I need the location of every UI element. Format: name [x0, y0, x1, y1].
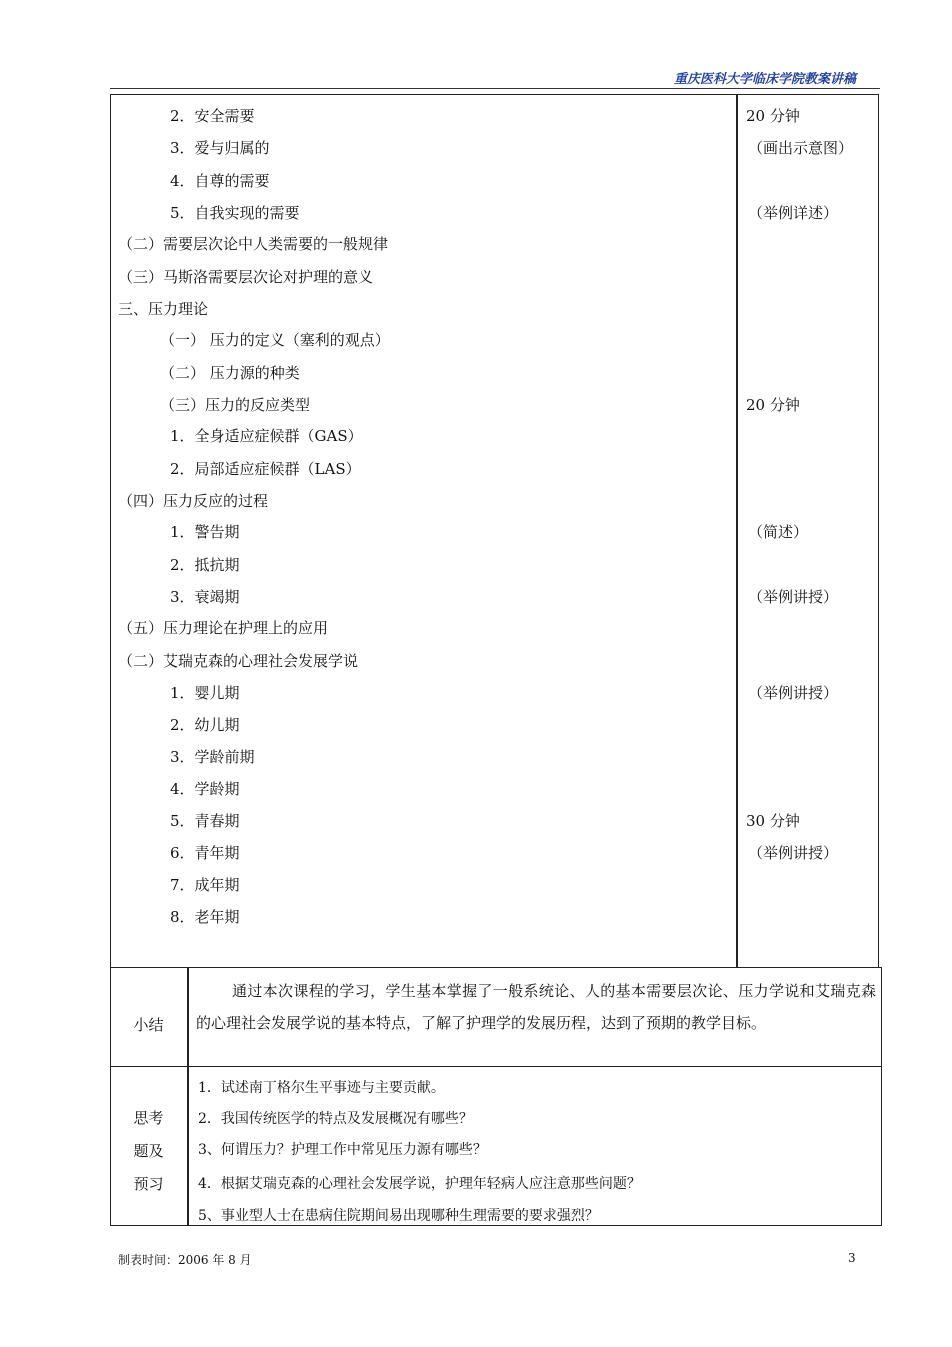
content-line: 1．警告期	[170, 523, 240, 541]
label-column-divider	[187, 967, 189, 1226]
questions-label-line: 题及	[133, 1142, 164, 1160]
time-note: 30 分钟	[746, 812, 800, 830]
header-rule	[110, 88, 880, 89]
summary-text: 通过本次课程的学习，学生基本掌握了一般系统论、人的基本需要层次论、压力学说和艾瑞克森的心理社会发展学说的基本特点，了解了护理学的发展历程，达到了预期的教学目标。	[196, 982, 876, 1032]
time-note: 20 分钟	[746, 107, 800, 125]
content-line: 1．婴儿期	[170, 684, 240, 702]
content-line: （四）压力反应的过程	[118, 492, 269, 510]
summary-label: 小结	[133, 1016, 164, 1034]
page-number: 3	[848, 1251, 856, 1265]
content-line: 3．学龄前期	[170, 748, 255, 766]
method-note: （画出示意图）	[748, 139, 854, 157]
content-line: 8．老年期	[170, 908, 240, 926]
content-line: （二）艾瑞克森的心理社会发展学说	[118, 652, 359, 670]
content-line: 4．自尊的需要	[170, 172, 270, 190]
question-item: 5、事业型人士在患病住院期间易出现哪种生理需要的要求强烈？	[198, 1208, 599, 1224]
content-line: 2．局部适应症候群（LAS）	[170, 460, 361, 478]
content-line: 5．青春期	[170, 812, 240, 830]
content-line: 3．衰竭期	[170, 588, 240, 606]
method-note: （举例讲授）	[748, 684, 839, 702]
content-line: （三）压力的反应类型	[160, 396, 311, 414]
question-item: 3、何谓压力？护理工作中常见压力源有哪些？	[198, 1142, 487, 1158]
content-line: （五）压力理论在护理上的应用	[118, 619, 329, 637]
content-line: 2．安全需要	[170, 107, 255, 125]
question-item: 4．根据艾瑞克森的心理社会发展学说，护理年轻病人应注意那些问题？	[198, 1176, 641, 1192]
content-line: 4．学龄期	[170, 780, 240, 798]
content-line: （一） 压力的定义（塞利的观点）	[160, 331, 390, 349]
questions-label-line: 思考	[133, 1109, 164, 1127]
time-note: 20 分钟	[746, 396, 800, 414]
column-divider	[736, 94, 738, 968]
document-header: 重庆医科大学临床学院教案讲稿	[673, 72, 856, 87]
content-line: 2．幼儿期	[170, 716, 240, 734]
content-line: 3．爱与归属的	[170, 139, 270, 157]
content-line: 2．抵抗期	[170, 556, 240, 574]
method-note: （简述）	[748, 523, 809, 541]
content-line: 6．青年期	[170, 844, 240, 862]
content-line: （二）需要层次论中人类需要的一般规律	[118, 235, 389, 253]
question-item: 1．试述南丁格尔生平事迹与主要贡献。	[198, 1080, 445, 1096]
method-note: （举例讲授）	[748, 588, 839, 606]
content-line: （三）马斯洛需要层次论对护理的意义	[118, 268, 374, 286]
method-note: （举例详述）	[748, 204, 839, 222]
content-line: 5．自我实现的需要	[170, 204, 300, 222]
section-heading: 三、压力理论	[118, 300, 209, 318]
question-item: 2．我国传统医学的特点及发展概况有哪些？	[198, 1111, 473, 1127]
content-line: 1．全身适应症候群（GAS）	[170, 427, 363, 445]
footer-date: 制表时间：2006 年 8 月	[118, 1253, 252, 1267]
content-line: （二） 压力源的种类	[160, 364, 300, 382]
content-line: 7．成年期	[170, 876, 240, 894]
method-note: （举例讲授）	[748, 844, 839, 862]
questions-label-line: 预习	[133, 1175, 164, 1193]
